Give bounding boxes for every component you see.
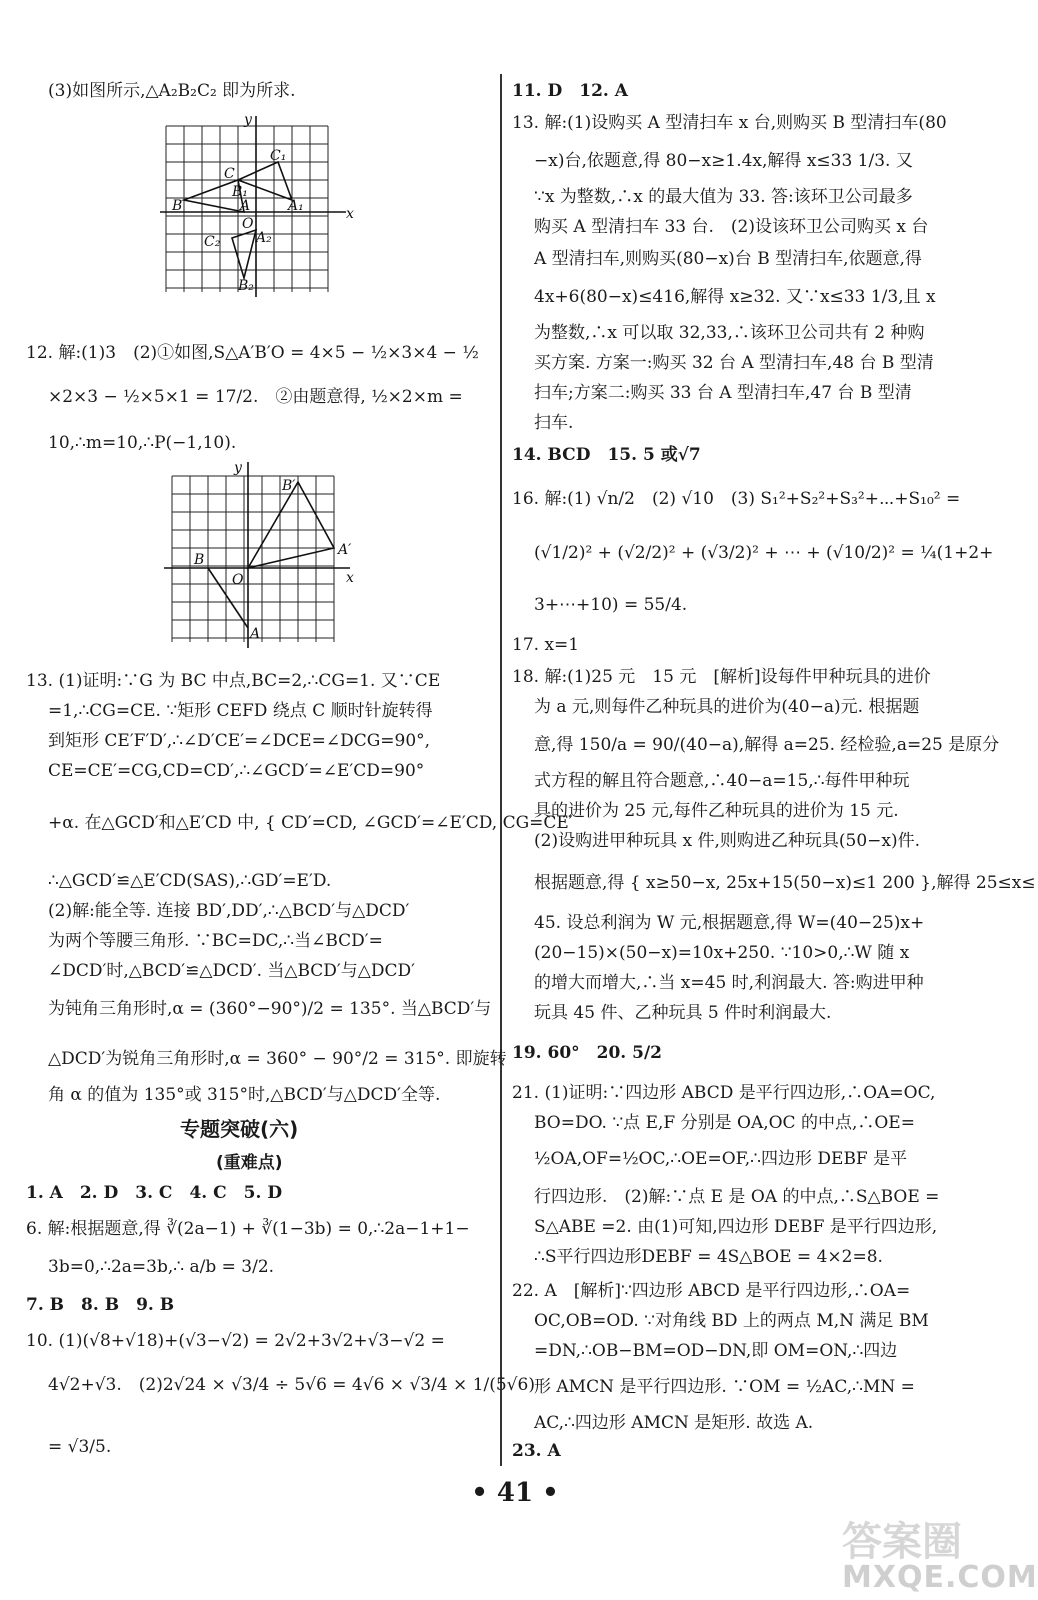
- column-divider: [500, 74, 502, 1466]
- text-line: 具的进价为 25 元,每件乙种玩具的进价为 15 元.: [534, 801, 899, 821]
- text-line: +α. 在△GCD′和△E′CD 中, { CD′=CD, ∠GCD′=∠E′CD, CG=CE′: [48, 813, 573, 833]
- text-line: 14. BCD 15. 5 或√7: [512, 445, 701, 465]
- text-line: 3+⋯+10) = 55/4.: [534, 595, 688, 615]
- text-line: 13. 解:(1)设购买 A 型清扫车 x 台,则购买 B 型清扫车(80: [512, 113, 947, 133]
- fig1-label: B₁: [232, 184, 248, 200]
- text-line: 形 AMCN 是平行四边形. ∵OM = ½AC,∴MN =: [534, 1377, 915, 1397]
- text-line: 为钝角三角形时,α = (360°−90°)/2 = 135°. 当△BCD′与: [48, 999, 492, 1019]
- fig1-label: B: [172, 198, 183, 214]
- text-line: 的增大而增大,∴当 x=45 时,利润最大. 答:购进甲种: [534, 973, 924, 993]
- fig1-label: A₂: [256, 230, 272, 246]
- text-line: 13. (1)证明:∵G 为 BC 中点,BC=2,∴CG=1. 又∵CE: [26, 671, 441, 691]
- text-line: 18. 解:(1)25 元 15 元 [解析]设每件甲种玩具的进价: [512, 667, 931, 687]
- text-line: ∠DCD′时,△BCD′≌△DCD′. 当△BCD′与△DCD′: [48, 961, 415, 981]
- text-line: 7. B 8. B 9. B: [26, 1295, 175, 1315]
- text-line: 玩具 45 件、乙种玩具 5 件时利润最大.: [534, 1003, 832, 1023]
- text-line: 10,∴m=10,∴P(−1,10).: [48, 433, 237, 453]
- text-line: 16. 解:(1) √n/2 (2) √10 (3) S₁²+S₂²+S₃²+⋯+S₁₀² =: [512, 489, 961, 509]
- text-line: 意,得 150/a = 90/(40−a),解得 a=25. 经检验,a=25 是原分: [534, 735, 1000, 755]
- text-line: ∴△GCD′≌△E′CD(SAS),∴GD′=E′D.: [48, 871, 332, 891]
- text-line: 为整数,∴x 可以取 32,33,∴该环卫公司共有 2 种购: [534, 323, 925, 343]
- fig1-label: C₂: [204, 234, 221, 250]
- fig1-label: y: [244, 112, 252, 128]
- text-line: 4x+6(80−x)≤416,解得 x≥32. 又∵x≤33 1/3,且 x: [534, 287, 936, 307]
- text-line: (2)解:能全等. 连接 BD′,DD′,∴△BCD′与△DCD′: [48, 901, 410, 921]
- text-line: 4√2+√3. (2)2√24 × √3/4 ÷ 5√6 = 4√6 × √3/4 × 1/(5√6): [48, 1375, 535, 1395]
- text-line: (√1/2)² + (√2/2)² + (√3/2)² + ⋯ + (√10/2)² = ¼(1+2+: [534, 543, 994, 563]
- text-line: 12. 解:(1)3 (2)①如图,S△A′B′O = 4×5 − ½×3×4 − ½: [26, 343, 479, 363]
- text-line: 到矩形 CE′F′D′,∴∠D′CE′=∠DCE=∠DCG=90°,: [48, 731, 431, 751]
- fig1-label: A: [240, 198, 251, 214]
- text-line: =DN,∴OB−BM=OD−DN,即 OM=ON,∴四边: [534, 1341, 898, 1361]
- text-line: 角 α 的值为 135°或 315°时,△BCD′与△DCD′全等.: [48, 1085, 441, 1105]
- text-line: 19. 60° 20. 5/2: [512, 1043, 663, 1063]
- text-line: ½OA,OF=½OC,∴OE=OF,∴四边形 DEBF 是平: [534, 1149, 908, 1169]
- fig1-label: C: [224, 166, 235, 182]
- figure-triangle-grid: [160, 458, 360, 648]
- text-line: AC,∴四边形 AMCN 是矩形. 故选 A.: [534, 1413, 814, 1433]
- text-line: 23. A: [512, 1441, 561, 1461]
- text-line: 扫车;方案二:购买 33 台 A 型清扫车,47 台 B 型清: [534, 383, 912, 403]
- text-line: 购买 A 型清扫车 33 台. (2)设该环卫公司购买 x 台: [534, 217, 929, 237]
- text-line: = √3/5.: [48, 1437, 112, 1457]
- text-line: (2)设购进甲种玩具 x 件,则购进乙种玩具(50−x)件.: [534, 831, 921, 851]
- fig1-label: B₂: [238, 278, 254, 294]
- text-line: 21. (1)证明:∵四边形 ABCD 是平行四边形,∴OA=OC,: [512, 1083, 936, 1103]
- fig2-label: x: [346, 570, 354, 586]
- text-line: 式方程的解且符合题意,∴40−a=15,∴每件甲种玩: [534, 771, 910, 791]
- text-line: 为 a 元,则每件乙种玩具的进价为(40−a)元. 根据题: [534, 697, 920, 717]
- text-line: (20−15)×(50−x)=10x+250. ∵10>0,∴W 随 x: [534, 943, 910, 963]
- fig1-label: C₁: [270, 148, 287, 164]
- text-line: 17. x=1: [512, 635, 580, 655]
- text-line: OC,OB=OD. ∵对角线 BD 上的两点 M,N 满足 BM: [534, 1311, 929, 1331]
- text-line: 45. 设总利润为 W 元,根据题意,得 W=(40−25)x+: [534, 913, 925, 933]
- fig1-label: A₁: [288, 198, 304, 214]
- text-line: ×2×3 − ½×5×1 = 17/2. ②由题意得, ½×2×m =: [48, 387, 463, 407]
- fig2-label: O: [232, 572, 244, 588]
- text-line: −x)台,依题意,得 80−x≥1.4x,解得 x≤33 1/3. 又: [534, 151, 913, 171]
- text-line: 根据题意,得 { x≥50−x, 25x+15(50−x)≤1 200 },解得 25≤x≤: [534, 873, 1036, 893]
- text-line: ∴S平行四边形DEBF = 4S△BOE = 4×2=8.: [534, 1247, 883, 1267]
- watermark-logo: 答案圈: [842, 1519, 962, 1565]
- text-line: 行四边形. (2)解:∵点 E 是 OA 的中点,∴S△BOE =: [534, 1187, 940, 1207]
- fig2-label: B: [194, 552, 205, 568]
- section-subtitle: (重难点): [216, 1153, 283, 1173]
- fig2-label: A′: [338, 542, 352, 558]
- fig2-label: B′: [282, 478, 296, 494]
- text-line: CE=CE′=CG,CD=CD′,∴∠GCD′=∠E′CD=90°: [48, 761, 425, 781]
- text-line: BO=DO. ∵点 E,F 分别是 OA,OC 的中点,∴OE=: [534, 1113, 915, 1133]
- fig1-label: x: [346, 206, 354, 222]
- figure-rotation-grid: [160, 112, 360, 302]
- text-line: 扫车.: [534, 413, 574, 433]
- text-line: A 型清扫车,则购买(80−x)台 B 型清扫车,依题意,得: [534, 249, 922, 269]
- text-line: 3b=0,∴2a=3b,∴ a/b = 3/2.: [48, 1257, 275, 1277]
- text-line: 1. A 2. D 3. C 4. C 5. D: [26, 1183, 283, 1203]
- text-line: S△ABE =2. 由(1)可知,四边形 DEBF 是平行四边形,: [534, 1217, 938, 1237]
- fig2-label: A: [250, 626, 261, 642]
- text-line: 为两个等腰三角形. ∵BC=DC,∴当∠BCD′=: [48, 931, 383, 951]
- text-line: 买方案. 方案一:购买 32 台 A 型清扫车,48 台 B 型清: [534, 353, 934, 373]
- watermark-url: MXQE.COM: [842, 1560, 1038, 1595]
- text-line: 11. D 12. A: [512, 81, 628, 101]
- text-line: (3)如图所示,△A₂B₂C₂ 即为所求.: [48, 81, 296, 101]
- fig2-label: y: [234, 460, 242, 476]
- text-line: 22. A [解析]∵四边形 ABCD 是平行四边形,∴OA=: [512, 1281, 911, 1301]
- page-number: • 41 •: [471, 1478, 559, 1508]
- text-line: 6. 解:根据题意,得 ∛(2a−1) + ∛(1−3b) = 0,∴2a−1+1−: [26, 1219, 470, 1239]
- fig1-label: O: [242, 216, 254, 232]
- text-line: ∵x 为整数,∴x 的最大值为 33. 答:该环卫公司最多: [534, 187, 913, 207]
- text-line: =1,∴CG=CE. ∵矩形 CEFD 绕点 C 顺时针旋转得: [48, 701, 433, 721]
- text-line: △DCD′为锐角三角形时,α = 360° − 90°/2 = 315°. 即旋转: [48, 1049, 507, 1069]
- text-line: 10. (1)(√8+√18)+(√3−√2) = 2√2+3√2+√3−√2 =: [26, 1331, 445, 1351]
- section-title: 专题突破(六): [180, 1117, 299, 1141]
